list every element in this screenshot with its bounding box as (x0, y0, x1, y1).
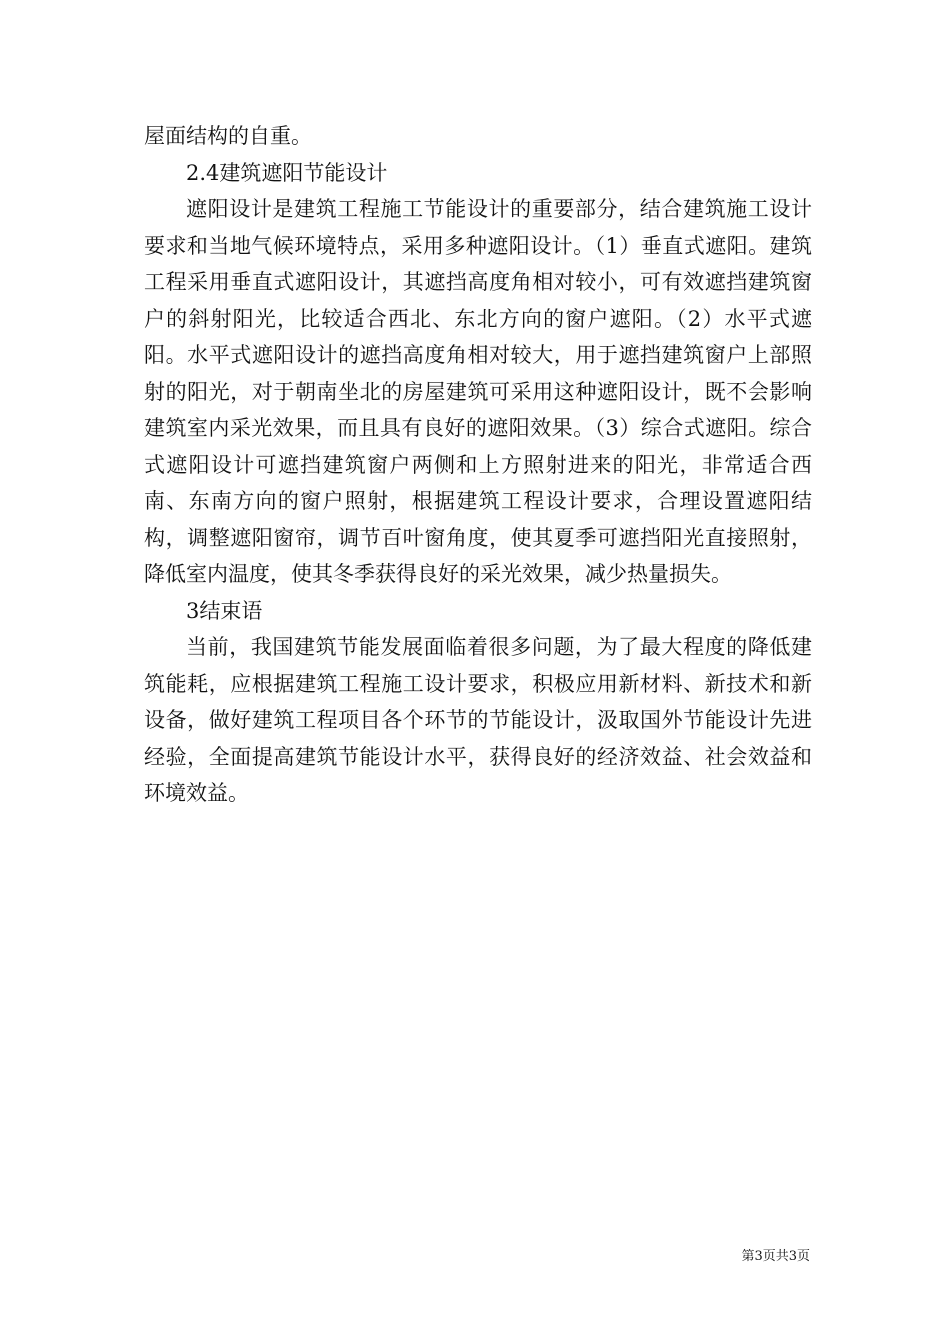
section-heading-3: 3结束语 (186, 598, 263, 623)
document-body (144, 118, 812, 812)
paragraph-conclusion: 当前，我国建筑节能发展面临着很多问题，为了最大程度的降低建筑能耗，应根据建筑工程施工设计要求，积极应用新材料、新技术和新设备，做好建筑工程项目各个环节的节能设计，汲取国外节能设计先进经验，全面提高建筑节能设计水平，获得良好的经济效益、社会效益和环境效益。 (144, 635, 812, 805)
section-heading-2-4: 2.4建筑遮阳节能设计 (186, 160, 388, 185)
paragraph-continuation: 屋面结构的自重。 (144, 124, 312, 148)
page-number-footer: 第3页共3页 (741, 1249, 810, 1264)
paragraph-shading-design: 遮阳设计是建筑工程施工节能设计的重要部分，结合建筑施工设计要求和当地气候环境特点，采用多种遮阳设计。（1）垂直式遮阳。建筑工程采用垂直式遮阳设计，其遮挡高度角相对较小，可有效遮挡建筑窗户的斜射阳光，比较适合西北、东北方向的窗户遮阳。（2）水平式遮阳。水平式遮阳设计的遮挡高度角相对较大，用于遮挡建筑窗户上部照射的阳光，对于朝南坐北的房屋建筑可采用这种遮阳设计，既不会影响建筑室内采光效果，而且具有良好的遮阳效果。（3）综合式遮阳。综合式遮阳设计可遮挡建筑窗户两侧和上方照射进来的阳光，非常适合西南、东南方向的窗户照射，根据建筑工程设计要求，合理设置遮阳结构，调整遮阳窗帘，调节百叶窗角度，使其夏季可遮挡阳光直接照射，降低室内温度，使其冬季获得良好的采光效果，减少热量损失。 (144, 197, 812, 586)
